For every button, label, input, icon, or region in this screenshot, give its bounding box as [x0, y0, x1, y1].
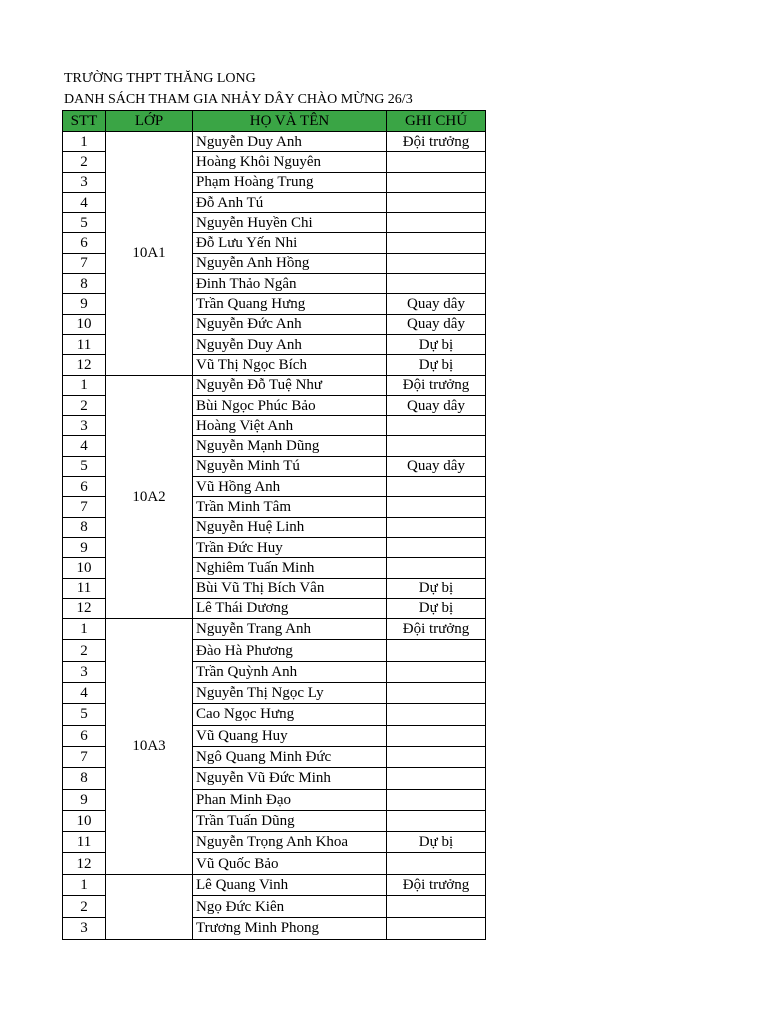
header-row — [63, 111, 486, 132]
role-note: Quay dây — [387, 294, 486, 314]
student-name: Nguyễn Duy Anh — [193, 132, 387, 152]
role-note: Quay dây — [387, 395, 486, 415]
role-note — [387, 517, 486, 537]
role-note: Quay dây — [387, 314, 486, 334]
table-row — [63, 375, 486, 395]
student-name: Lê Quang Vinh — [193, 874, 387, 896]
student-name: Bùi Ngọc Phúc Bảo — [193, 395, 387, 415]
student-name: Nguyễn Anh Hồng — [193, 253, 387, 273]
role-note: Đội trưởng — [387, 132, 486, 152]
role-note — [387, 416, 486, 436]
row-number: 2 — [63, 152, 106, 172]
row-number: 10 — [63, 314, 106, 334]
student-name: Đinh Thảo Ngân — [193, 274, 387, 294]
student-name: Hoàng Khôi Nguyên — [193, 152, 387, 172]
row-number: 1 — [63, 619, 106, 640]
row-number: 9 — [63, 294, 106, 314]
table-row — [63, 874, 486, 896]
role-note — [387, 192, 486, 212]
student-name: Trần Đức Huy — [193, 537, 387, 557]
role-note — [387, 725, 486, 746]
student-name: Đào Hà Phương — [193, 640, 387, 661]
student-name: Phạm Hoàng Trung — [193, 172, 387, 192]
role-note — [387, 746, 486, 767]
row-number: 4 — [63, 436, 106, 456]
role-note — [387, 768, 486, 789]
row-number: 4 — [63, 683, 106, 704]
student-name: Hoàng Việt Anh — [193, 416, 387, 436]
student-name: Vũ Quang Huy — [193, 725, 387, 746]
row-number: 6 — [63, 477, 106, 497]
student-name: Nguyễn Thị Ngọc Ly — [193, 683, 387, 704]
row-number: 1 — [63, 874, 106, 896]
role-note: Đội trưởng — [387, 375, 486, 395]
role-note: Dự bị — [387, 355, 486, 375]
row-number: 2 — [63, 640, 106, 661]
role-note — [387, 918, 486, 940]
row-number: 4 — [63, 192, 106, 212]
role-note — [387, 213, 486, 233]
student-name: Nguyễn Huyền Chi — [193, 213, 387, 233]
row-number: 12 — [63, 598, 106, 618]
list-title: DANH SÁCH THAM GIA NHẢY DÂY CHÀO MỪNG 26/3 — [64, 92, 413, 107]
table-header — [63, 111, 486, 132]
participant-table — [62, 110, 486, 940]
row-number: 7 — [63, 497, 106, 517]
table-body — [63, 132, 486, 940]
student-name: Nguyễn Duy Anh — [193, 334, 387, 354]
role-note — [387, 537, 486, 557]
role-note — [387, 274, 486, 294]
class-cell: 10A3 — [106, 619, 193, 875]
student-name: Nguyễn Đức Anh — [193, 314, 387, 334]
row-number: 8 — [63, 768, 106, 789]
student-name: Trương Minh Phong — [193, 918, 387, 940]
row-number: 8 — [63, 517, 106, 537]
table-row — [63, 132, 486, 152]
student-name: Ngô Quang Minh Đức — [193, 746, 387, 767]
header-stt: STT — [63, 111, 106, 132]
student-name: Vũ Hồng Anh — [193, 477, 387, 497]
role-note: Quay dây — [387, 456, 486, 476]
class-cell: 10A2 — [106, 375, 193, 619]
row-number: 12 — [63, 853, 106, 874]
role-note: Dự bị — [387, 334, 486, 354]
row-number: 9 — [63, 537, 106, 557]
row-number: 7 — [63, 253, 106, 273]
student-name: Vũ Thị Ngọc Bích — [193, 355, 387, 375]
role-note — [387, 233, 486, 253]
class-cell: 10A1 — [106, 132, 193, 376]
row-number: 12 — [63, 355, 106, 375]
school-name: TRƯỜNG THPT THĂNG LONG — [64, 71, 256, 86]
role-note — [387, 172, 486, 192]
role-note — [387, 789, 486, 810]
row-number: 9 — [63, 789, 106, 810]
row-number: 2 — [63, 395, 106, 415]
row-number: 5 — [63, 456, 106, 476]
student-name: Nguyễn Đỗ Tuệ Như — [193, 375, 387, 395]
student-name: Cao Ngọc Hưng — [193, 704, 387, 725]
role-note — [387, 152, 486, 172]
student-name: Nguyễn Mạnh Dũng — [193, 436, 387, 456]
student-name: Trần Quỳnh Anh — [193, 661, 387, 682]
row-number: 6 — [63, 725, 106, 746]
role-note — [387, 661, 486, 682]
row-number: 5 — [63, 213, 106, 233]
row-number: 2 — [63, 896, 106, 918]
header-note: GHI CHÚ — [387, 111, 486, 132]
role-note — [387, 896, 486, 918]
student-name: Đỗ Lưu Yến Nhi — [193, 233, 387, 253]
role-note — [387, 497, 486, 517]
row-number: 1 — [63, 132, 106, 152]
role-note: Đội trưởng — [387, 619, 486, 640]
role-note — [387, 853, 486, 874]
row-number: 10 — [63, 810, 106, 831]
student-name: Phan Minh Đạo — [193, 789, 387, 810]
row-number: 11 — [63, 334, 106, 354]
header-class: LỚP — [106, 111, 193, 132]
row-number: 3 — [63, 172, 106, 192]
student-name: Nguyễn Trọng Anh Khoa — [193, 832, 387, 853]
student-name: Trần Quang Hưng — [193, 294, 387, 314]
row-number: 10 — [63, 558, 106, 578]
role-note: Đội trưởng — [387, 874, 486, 896]
student-name: Nguyễn Trang Anh — [193, 619, 387, 640]
student-name: Nguyễn Minh Tú — [193, 456, 387, 476]
row-number: 5 — [63, 704, 106, 725]
table-row — [63, 619, 486, 640]
role-note — [387, 810, 486, 831]
student-name: Lê Thái Dương — [193, 598, 387, 618]
row-number: 11 — [63, 832, 106, 853]
role-note: Dự bị — [387, 578, 486, 598]
student-name: Bùi Vũ Thị Bích Vân — [193, 578, 387, 598]
role-note — [387, 253, 486, 273]
student-name: Nguyễn Vũ Đức Minh — [193, 768, 387, 789]
role-note: Dự bị — [387, 598, 486, 618]
role-note — [387, 704, 486, 725]
student-name: Trần Tuấn Dũng — [193, 810, 387, 831]
student-name: Trần Minh Tâm — [193, 497, 387, 517]
role-note — [387, 477, 486, 497]
role-note — [387, 640, 486, 661]
role-note — [387, 683, 486, 704]
row-number: 6 — [63, 233, 106, 253]
header-name: HỌ VÀ TÊN — [193, 111, 387, 132]
class-cell — [106, 874, 193, 939]
role-note — [387, 558, 486, 578]
row-number: 3 — [63, 918, 106, 940]
row-number: 7 — [63, 746, 106, 767]
student-name: Đỗ Anh Tú — [193, 192, 387, 212]
role-note: Dự bị — [387, 832, 486, 853]
student-name: Nghiêm Tuấn Minh — [193, 558, 387, 578]
row-number: 3 — [63, 416, 106, 436]
row-number: 1 — [63, 375, 106, 395]
row-number: 8 — [63, 274, 106, 294]
student-name: Nguyễn Huệ Linh — [193, 517, 387, 537]
role-note — [387, 436, 486, 456]
student-name: Ngọ Đức Kiên — [193, 896, 387, 918]
row-number: 3 — [63, 661, 106, 682]
row-number: 11 — [63, 578, 106, 598]
student-name: Vũ Quốc Bảo — [193, 853, 387, 874]
